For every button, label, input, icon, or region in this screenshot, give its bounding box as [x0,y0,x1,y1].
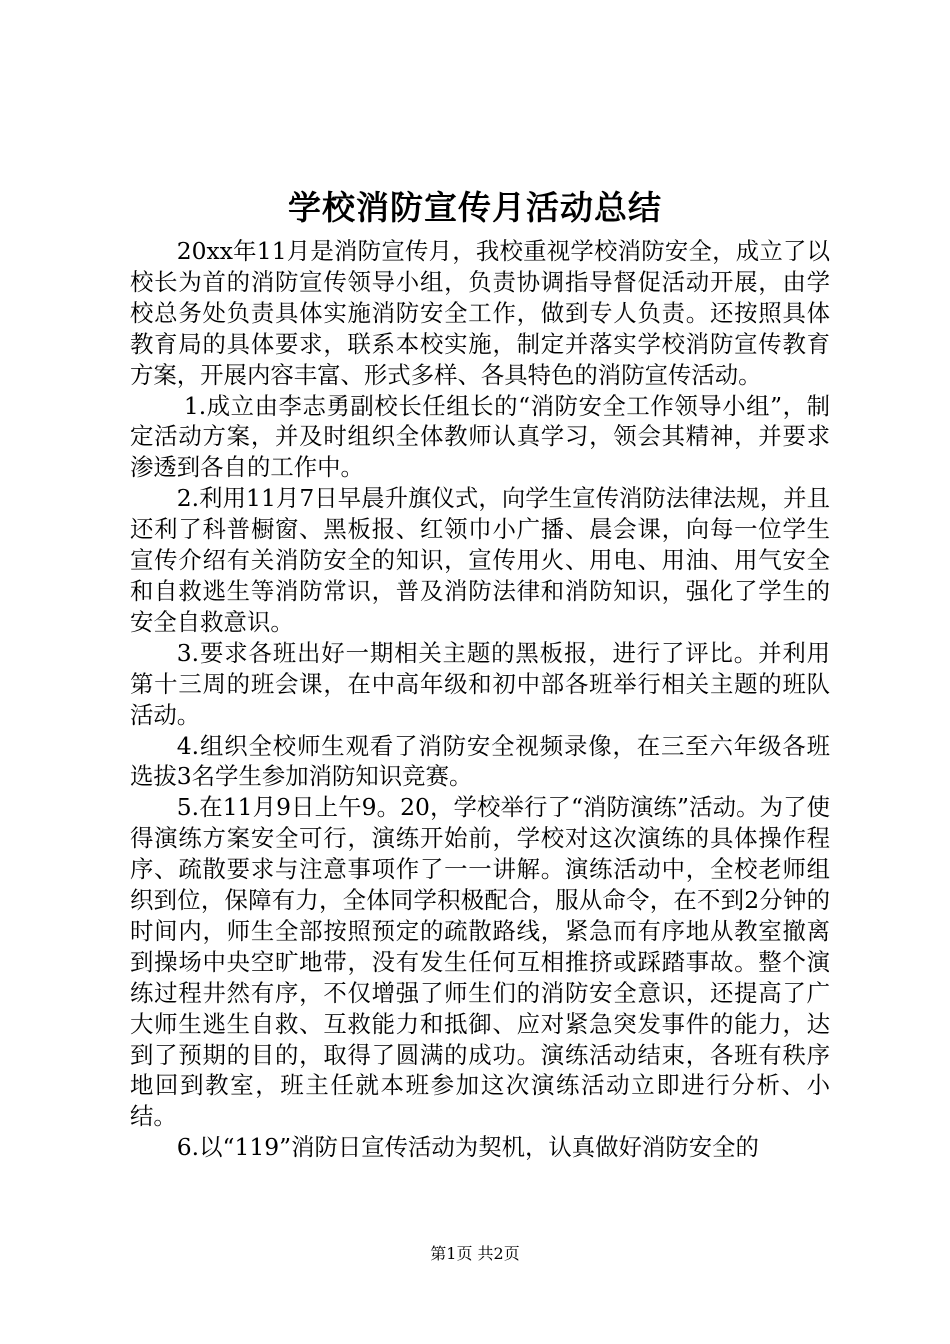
document-body [130,236,830,1163]
paragraph-item-6: 6.以“119”消防日宣传活动为契机，认真做好消防安全的 [176,1133,759,1162]
paragraph-item-2: 2.利用11月7日早晨升旗仪式，向学生宣传消防法律法规，并且还利了科普橱窗、黑板报、红领巾小广播、晨会课，向每一位学生宣传介绍有关消防安全的知识，宣传用火、用电、用油、用气安全和自救逃生等消防常识，普及消防法律和消防知识，强化了学生的安全自救意识。 [130,484,830,636]
paragraph-item-4: 4.组织全校师生观看了消防安全视频录像，在三至六年级各班选拔3名学生参加消防知识竞赛。 [130,731,830,791]
document-title: 学校消防宣传月活动总结 [288,188,662,227]
paragraph-item-1: 1.成立由李志勇副校长任组长的“消防安全工作领导小组”，制定活动方案，并及时组织全体教师认真学习，领会其精神，并要求渗透到各自的工作中。 [130,391,830,482]
page-number-footer: 第1页 共2页 [430,1244,520,1263]
paragraph-intro: 20xx年11月是消防宣传月，我校重视学校消防安全，成立了以校长为首的消防宣传领导小组，负责协调指导督促活动开展，由学校总务处负责具体实施消防安全工作，做到专人负责。还按照具体教育局的具体要求，联系本校实施，制定并落实学校消防宣传教育方案，开展内容丰富、形式多样、各具特色的消防宣传活动。 [130,237,830,389]
paragraph-item-3: 3.要求各班出好一期相关主题的黑板报，进行了评比。并利用第十三周的班会课，在中高年级和初中部各班举行相关主题的班队活动。 [130,638,830,729]
paragraph-item-5: 5.在11月9日上午9。20，学校举行了“消防演练”活动。为了使得演练方案安全可行，演练开始前，学校对这次演练的具体操作程序、疏散要求与注意事项作了一一讲解。演练活动中，全校老师组织到位，保障有力，全体同学积极配合，服从命令，在不到2分钟的时间内，师生全部按照预定的疏散路线，紧急而有序地从教室撤离到操场中央空旷地带，没有发生任何互相推挤或踩踏事故。整个演练过程井然有序，不仅增强了师生们的消防安全意识，还提高了广大师生逃生自救、互救能力和抵御、应对紧急突发事件的能力，达到了预期的目的，取得了圆满的成功。演练活动结束，各班有秩序地回到教室，班主任就本班参加这次演练活动立即进行分析、小结。 [130,793,830,1131]
